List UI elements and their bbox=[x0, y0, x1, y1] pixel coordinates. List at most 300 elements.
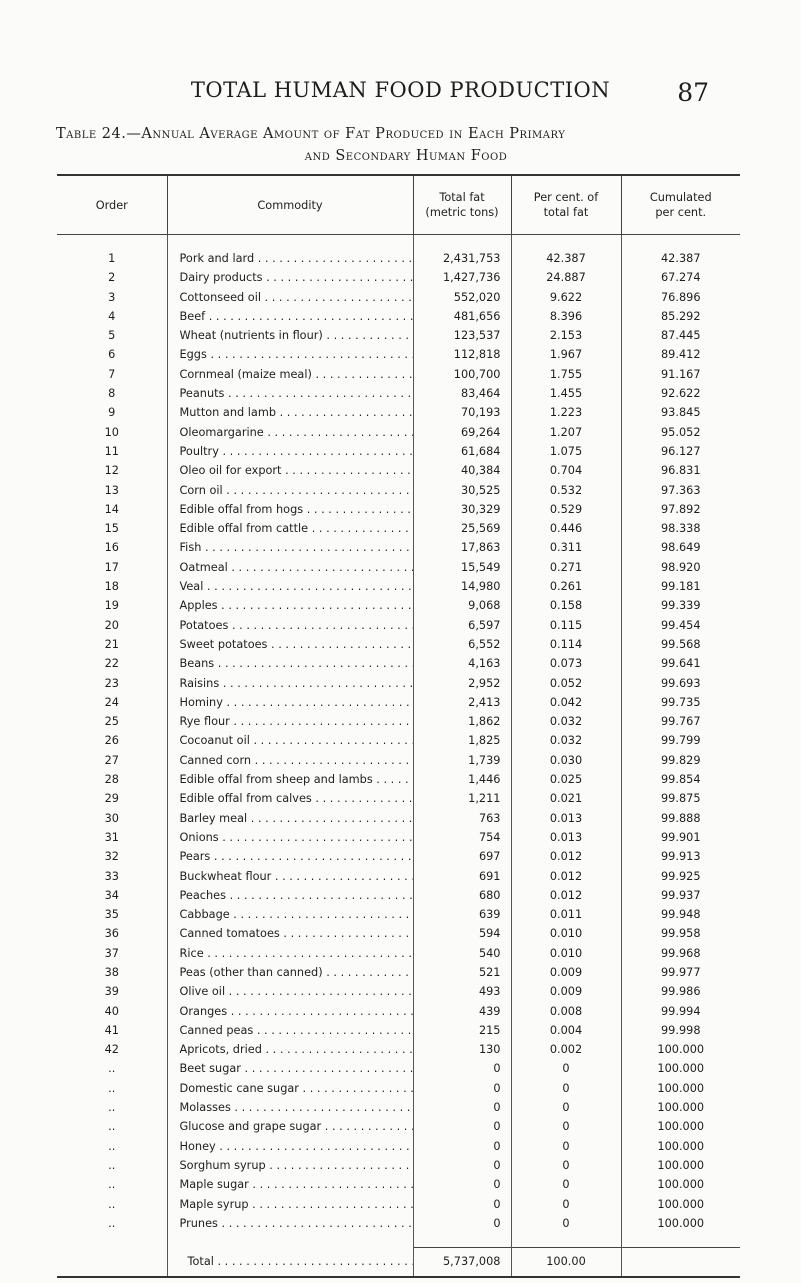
row-cumulated: 99.913 bbox=[621, 847, 740, 866]
table-row bbox=[57, 403, 740, 422]
row-cumulated: 97.363 bbox=[621, 481, 740, 500]
table-row bbox=[57, 423, 740, 442]
row-cumulated: 99.767 bbox=[621, 712, 740, 731]
header-order: Order bbox=[57, 175, 167, 235]
table-row bbox=[57, 384, 740, 403]
row-order: 17 bbox=[104, 560, 119, 574]
header-per-cent: Per cent. of total fat bbox=[511, 175, 621, 235]
row-per-cent: 1.075 bbox=[511, 442, 621, 461]
row-per-cent: 0.261 bbox=[511, 577, 621, 596]
row-cumulated: 42.387 bbox=[621, 249, 740, 268]
row-total-fat: 130 bbox=[413, 1040, 511, 1059]
row-cumulated: 87.445 bbox=[621, 326, 740, 345]
row-total-fat: 1,446 bbox=[413, 770, 511, 789]
row-cumulated: 100.000 bbox=[621, 1059, 740, 1078]
table-row bbox=[57, 1214, 740, 1233]
table-row bbox=[57, 345, 740, 364]
row-total-fat: 680 bbox=[413, 886, 511, 905]
caption-line-2: and Secondary Human Food bbox=[304, 148, 508, 164]
row-total-fat: 1,211 bbox=[413, 789, 511, 808]
row-per-cent: 0.008 bbox=[511, 1002, 621, 1021]
row-commodity: Olive oil . . . bbox=[167, 982, 413, 1001]
row-commodity: Raisins . . . bbox=[167, 674, 413, 693]
row-total-fat: 540 bbox=[413, 944, 511, 963]
row-total-fat: 0 bbox=[413, 1098, 511, 1117]
row-per-cent: 2.153 bbox=[511, 326, 621, 345]
row-cumulated: 98.338 bbox=[621, 519, 740, 538]
row-commodity: Veal . . . bbox=[167, 577, 413, 596]
row-order: 28 bbox=[104, 773, 119, 787]
row-order: 24 bbox=[104, 695, 119, 709]
row-per-cent: 0.032 bbox=[511, 731, 621, 750]
row-order: .. bbox=[108, 1062, 116, 1076]
row-per-cent: 1.223 bbox=[511, 403, 621, 422]
table-caption bbox=[56, 123, 756, 167]
row-cumulated: 93.845 bbox=[621, 403, 740, 422]
row-per-cent: 0.114 bbox=[511, 635, 621, 654]
row-per-cent: 0.532 bbox=[511, 481, 621, 500]
row-per-cent: 0.004 bbox=[511, 1021, 621, 1040]
row-total-fat: 25,569 bbox=[413, 519, 511, 538]
row-cumulated: 100.000 bbox=[621, 1079, 740, 1098]
row-order: 12 bbox=[104, 464, 119, 478]
row-commodity: Onions . . . bbox=[167, 828, 413, 847]
row-order: 10 bbox=[104, 425, 119, 439]
row-total-fat: 61,684 bbox=[413, 442, 511, 461]
spacer-row bbox=[57, 1233, 740, 1248]
row-per-cent: 0.002 bbox=[511, 1040, 621, 1059]
row-total-fat: 40,384 bbox=[413, 461, 511, 480]
table-row bbox=[57, 770, 740, 789]
table-row bbox=[57, 577, 740, 596]
row-order: 6 bbox=[108, 348, 116, 362]
row-cumulated: 99.998 bbox=[621, 1021, 740, 1040]
table-row bbox=[57, 905, 740, 924]
row-cumulated: 85.292 bbox=[621, 307, 740, 326]
row-per-cent: 0.529 bbox=[511, 500, 621, 519]
table-row bbox=[57, 326, 740, 345]
table-header-row bbox=[57, 175, 740, 235]
row-cumulated: 99.854 bbox=[621, 770, 740, 789]
row-cumulated: 99.641 bbox=[621, 654, 740, 673]
table-row bbox=[57, 481, 740, 500]
header-total-fat: Total fat (metric tons) bbox=[413, 175, 511, 235]
row-cumulated: 99.977 bbox=[621, 963, 740, 982]
row-order: 31 bbox=[104, 830, 119, 844]
row-order: 22 bbox=[104, 657, 119, 671]
row-order: 7 bbox=[108, 367, 116, 381]
row-total-fat: 0 bbox=[413, 1214, 511, 1233]
row-commodity: Potatoes . . . bbox=[167, 616, 413, 635]
table-row bbox=[57, 1195, 740, 1214]
row-order: 3 bbox=[108, 290, 116, 304]
row-commodity: Dairy products . . . bbox=[167, 268, 413, 287]
row-total-fat: 481,656 bbox=[413, 307, 511, 326]
row-order: 8 bbox=[108, 387, 116, 401]
row-per-cent: 0.025 bbox=[511, 770, 621, 789]
row-order: 19 bbox=[104, 599, 119, 613]
row-commodity: Cornmeal (maize meal) . . . bbox=[167, 365, 413, 384]
row-per-cent: 0 bbox=[511, 1156, 621, 1175]
row-per-cent: 0.042 bbox=[511, 693, 621, 712]
row-order: 34 bbox=[104, 888, 119, 902]
row-per-cent: 0 bbox=[511, 1137, 621, 1156]
row-order: 1 bbox=[108, 252, 116, 265]
table-row bbox=[57, 1040, 740, 1059]
row-cumulated: 99.888 bbox=[621, 809, 740, 828]
row-cumulated: 98.649 bbox=[621, 538, 740, 557]
row-cumulated: 99.986 bbox=[621, 982, 740, 1001]
table-row bbox=[57, 828, 740, 847]
row-order: 5 bbox=[108, 329, 116, 343]
row-per-cent: 0.052 bbox=[511, 674, 621, 693]
table-row bbox=[57, 596, 740, 615]
page-header bbox=[0, 78, 801, 108]
running-title: TOTAL HUMAN FOOD PRODUCTION bbox=[190, 78, 611, 102]
row-total-fat: 1,427,736 bbox=[413, 268, 511, 287]
row-cumulated: 99.693 bbox=[621, 674, 740, 693]
row-per-cent: 0 bbox=[511, 1098, 621, 1117]
row-per-cent: 0.021 bbox=[511, 789, 621, 808]
table-row bbox=[57, 500, 740, 519]
row-per-cent: 0.158 bbox=[511, 596, 621, 615]
row-commodity: Oranges . . . bbox=[167, 1002, 413, 1021]
row-order: .. bbox=[108, 1081, 116, 1095]
row-cumulated: 99.799 bbox=[621, 731, 740, 750]
table-row bbox=[57, 944, 740, 963]
row-order: 4 bbox=[108, 309, 116, 323]
row-per-cent: 42.387 bbox=[511, 249, 621, 268]
table-row bbox=[57, 963, 740, 982]
row-commodity: Mutton and lamb . . . bbox=[167, 403, 413, 422]
row-cumulated: 99.994 bbox=[621, 1002, 740, 1021]
row-commodity: Apples . . . bbox=[167, 596, 413, 615]
total-fat: 5,737,008 bbox=[413, 1248, 511, 1278]
table-row bbox=[57, 249, 740, 268]
row-order: 36 bbox=[104, 927, 119, 941]
row-commodity: Peas (other than canned) . . . bbox=[167, 963, 413, 982]
table-row bbox=[57, 712, 740, 731]
table-row bbox=[57, 1098, 740, 1117]
row-commodity: Peanuts . . . bbox=[167, 384, 413, 403]
row-commodity: Poultry . . . bbox=[167, 442, 413, 461]
row-commodity: Beans . . . bbox=[167, 654, 413, 673]
table-row bbox=[57, 886, 740, 905]
row-commodity: Oatmeal . . . bbox=[167, 558, 413, 577]
spacer-row bbox=[57, 235, 740, 250]
row-per-cent: 0.011 bbox=[511, 905, 621, 924]
row-total-fat: 521 bbox=[413, 963, 511, 982]
row-cumulated: 97.892 bbox=[621, 500, 740, 519]
table-row bbox=[57, 616, 740, 635]
row-commodity: Maple syrup . . . bbox=[167, 1195, 413, 1214]
row-total-fat: 17,863 bbox=[413, 538, 511, 557]
row-cumulated: 99.339 bbox=[621, 596, 740, 615]
table-row bbox=[57, 789, 740, 808]
row-total-fat: 215 bbox=[413, 1021, 511, 1040]
row-total-fat: 0 bbox=[413, 1137, 511, 1156]
row-per-cent: 0.446 bbox=[511, 519, 621, 538]
row-order: .. bbox=[108, 1139, 116, 1153]
row-total-fat: 763 bbox=[413, 809, 511, 828]
row-total-fat: 552,020 bbox=[413, 288, 511, 307]
row-cumulated: 99.958 bbox=[621, 924, 740, 943]
row-total-fat: 0 bbox=[413, 1079, 511, 1098]
row-per-cent: 9.622 bbox=[511, 288, 621, 307]
row-commodity: Canned peas . . . bbox=[167, 1021, 413, 1040]
row-order: 2 bbox=[108, 271, 116, 285]
row-commodity: Edible offal from sheep and lambs . . . bbox=[167, 770, 413, 789]
row-commodity: Fish . . . bbox=[167, 538, 413, 557]
row-total-fat: 69,264 bbox=[413, 423, 511, 442]
row-order: 41 bbox=[104, 1023, 119, 1037]
row-per-cent: 0 bbox=[511, 1059, 621, 1078]
total-row bbox=[57, 1248, 740, 1278]
row-order: 20 bbox=[104, 618, 119, 632]
row-per-cent: 0 bbox=[511, 1117, 621, 1136]
row-cumulated: 100.000 bbox=[621, 1137, 740, 1156]
row-order: .. bbox=[108, 1216, 116, 1230]
row-order: 16 bbox=[104, 541, 119, 555]
row-per-cent: 0.009 bbox=[511, 982, 621, 1001]
table-row bbox=[57, 1137, 740, 1156]
row-commodity: Molasses . . . bbox=[167, 1098, 413, 1117]
row-total-fat: 30,525 bbox=[413, 481, 511, 500]
row-per-cent: 0.010 bbox=[511, 944, 621, 963]
row-order: 29 bbox=[104, 792, 119, 806]
row-commodity: Pork and lard . . . bbox=[167, 249, 413, 268]
row-total-fat: 0 bbox=[413, 1175, 511, 1194]
row-order: 32 bbox=[104, 850, 119, 864]
row-order: 40 bbox=[104, 1004, 119, 1018]
row-total-fat: 639 bbox=[413, 905, 511, 924]
page-number: 87 bbox=[677, 78, 709, 107]
row-order: .. bbox=[108, 1158, 116, 1172]
row-cumulated: 99.568 bbox=[621, 635, 740, 654]
row-order: 33 bbox=[104, 869, 119, 883]
row-commodity: Barley meal . . . bbox=[167, 809, 413, 828]
row-cumulated: 99.948 bbox=[621, 905, 740, 924]
row-per-cent: 0.073 bbox=[511, 654, 621, 673]
row-cumulated: 92.622 bbox=[621, 384, 740, 403]
row-commodity: Beef . . . bbox=[167, 307, 413, 326]
row-commodity: Edible offal from calves . . . bbox=[167, 789, 413, 808]
table-row bbox=[57, 924, 740, 943]
row-per-cent: 0.271 bbox=[511, 558, 621, 577]
row-commodity: Sorghum syrup . . . bbox=[167, 1156, 413, 1175]
row-order: 13 bbox=[104, 483, 119, 497]
row-commodity: Canned tomatoes . . . bbox=[167, 924, 413, 943]
row-cumulated: 99.968 bbox=[621, 944, 740, 963]
row-order: 26 bbox=[104, 734, 119, 748]
row-order: .. bbox=[108, 1120, 116, 1134]
table-row bbox=[57, 809, 740, 828]
row-per-cent: 0.013 bbox=[511, 809, 621, 828]
table-row bbox=[57, 558, 740, 577]
row-commodity: Cocoanut oil . . . bbox=[167, 731, 413, 750]
table-row bbox=[57, 731, 740, 750]
row-cumulated: 100.000 bbox=[621, 1098, 740, 1117]
row-cumulated: 76.896 bbox=[621, 288, 740, 307]
row-order: 15 bbox=[104, 522, 119, 536]
row-commodity: Beet sugar . . . bbox=[167, 1059, 413, 1078]
row-cumulated: 99.901 bbox=[621, 828, 740, 847]
row-order: .. bbox=[108, 1197, 116, 1211]
table-row bbox=[57, 693, 740, 712]
row-cumulated: 99.937 bbox=[621, 886, 740, 905]
row-order: 30 bbox=[104, 811, 119, 825]
row-order: 21 bbox=[104, 637, 119, 651]
row-total-fat: 0 bbox=[413, 1059, 511, 1078]
row-order: 9 bbox=[108, 406, 116, 420]
table-row bbox=[57, 1156, 740, 1175]
row-per-cent: 0.012 bbox=[511, 886, 621, 905]
row-per-cent: 0 bbox=[511, 1079, 621, 1098]
row-commodity: Edible offal from hogs . . . bbox=[167, 500, 413, 519]
row-cumulated: 99.925 bbox=[621, 867, 740, 886]
row-order: 38 bbox=[104, 965, 119, 979]
row-per-cent: 0.010 bbox=[511, 924, 621, 943]
row-total-fat: 83,464 bbox=[413, 384, 511, 403]
row-order: 23 bbox=[104, 676, 119, 690]
row-order: 14 bbox=[104, 502, 119, 516]
table-row bbox=[57, 751, 740, 770]
row-total-fat: 2,952 bbox=[413, 674, 511, 693]
row-total-fat: 6,552 bbox=[413, 635, 511, 654]
row-per-cent: 0.012 bbox=[511, 847, 621, 866]
row-order: 39 bbox=[104, 985, 119, 999]
row-per-cent: 8.396 bbox=[511, 307, 621, 326]
row-total-fat: 15,549 bbox=[413, 558, 511, 577]
row-total-fat: 100,700 bbox=[413, 365, 511, 384]
row-per-cent: 0.704 bbox=[511, 461, 621, 480]
row-commodity: Peaches . . . bbox=[167, 886, 413, 905]
table-row bbox=[57, 268, 740, 287]
row-total-fat: 9,068 bbox=[413, 596, 511, 615]
row-total-fat: 0 bbox=[413, 1156, 511, 1175]
table-row bbox=[57, 867, 740, 886]
row-per-cent: 0.030 bbox=[511, 751, 621, 770]
table-row bbox=[57, 654, 740, 673]
row-total-fat: 754 bbox=[413, 828, 511, 847]
table-row bbox=[57, 847, 740, 866]
table-row bbox=[57, 538, 740, 557]
row-per-cent: 0 bbox=[511, 1195, 621, 1214]
fat-production-table bbox=[57, 174, 740, 1278]
row-total-fat: 697 bbox=[413, 847, 511, 866]
row-cumulated: 96.127 bbox=[621, 442, 740, 461]
row-commodity: Oleomargarine . . . bbox=[167, 423, 413, 442]
row-commodity: Domestic cane sugar . . . bbox=[167, 1079, 413, 1098]
row-total-fat: 14,980 bbox=[413, 577, 511, 596]
table-row bbox=[57, 635, 740, 654]
row-cumulated: 100.000 bbox=[621, 1175, 740, 1194]
row-total-fat: 691 bbox=[413, 867, 511, 886]
table-row bbox=[57, 307, 740, 326]
row-order: .. bbox=[108, 1101, 116, 1115]
row-commodity: Maple sugar . . . bbox=[167, 1175, 413, 1194]
row-commodity: Cottonseed oil . . . bbox=[167, 288, 413, 307]
row-cumulated: 99.454 bbox=[621, 616, 740, 635]
row-per-cent: 1.455 bbox=[511, 384, 621, 403]
row-order: .. bbox=[108, 1178, 116, 1192]
row-cumulated: 99.735 bbox=[621, 693, 740, 712]
total-label: Total . . . bbox=[167, 1248, 413, 1278]
row-total-fat: 0 bbox=[413, 1117, 511, 1136]
table-row bbox=[57, 1117, 740, 1136]
row-commodity: Rice . . . bbox=[167, 944, 413, 963]
row-commodity: Pears . . . bbox=[167, 847, 413, 866]
row-total-fat: 594 bbox=[413, 924, 511, 943]
row-cumulated: 91.167 bbox=[621, 365, 740, 384]
total-pct: 100.00 bbox=[511, 1248, 621, 1278]
row-per-cent: 0.032 bbox=[511, 712, 621, 731]
row-commodity: Edible offal from cattle . . . bbox=[167, 519, 413, 538]
row-total-fat: 2,431,753 bbox=[413, 249, 511, 268]
table-row bbox=[57, 1079, 740, 1098]
row-cumulated: 100.000 bbox=[621, 1214, 740, 1233]
row-commodity: Apricots, dried . . . bbox=[167, 1040, 413, 1059]
table-row bbox=[57, 365, 740, 384]
row-order: 42 bbox=[104, 1043, 119, 1057]
row-total-fat: 1,739 bbox=[413, 751, 511, 770]
table-row bbox=[57, 442, 740, 461]
table-row bbox=[57, 1021, 740, 1040]
table-body bbox=[57, 235, 740, 1248]
row-commodity: Rye flour . . . bbox=[167, 712, 413, 731]
table-row bbox=[57, 461, 740, 480]
row-per-cent: 0.115 bbox=[511, 616, 621, 635]
row-total-fat: 70,193 bbox=[413, 403, 511, 422]
row-total-fat: 112,818 bbox=[413, 345, 511, 364]
table-row bbox=[57, 674, 740, 693]
row-commodity: Eggs . . . bbox=[167, 345, 413, 364]
row-cumulated: 99.875 bbox=[621, 789, 740, 808]
row-order: 27 bbox=[104, 753, 119, 767]
row-per-cent: 0.013 bbox=[511, 828, 621, 847]
header-commodity: Commodity bbox=[167, 175, 413, 235]
row-commodity: Sweet potatoes . . . bbox=[167, 635, 413, 654]
row-cumulated: 96.831 bbox=[621, 461, 740, 480]
table-row bbox=[57, 1059, 740, 1078]
row-total-fat: 0 bbox=[413, 1195, 511, 1214]
row-commodity: Canned corn . . . bbox=[167, 751, 413, 770]
row-commodity: Oleo oil for export . . . bbox=[167, 461, 413, 480]
row-per-cent: 24.887 bbox=[511, 268, 621, 287]
row-commodity: Prunes . . . bbox=[167, 1214, 413, 1233]
row-order: 37 bbox=[104, 946, 119, 960]
row-cumulated: 98.920 bbox=[621, 558, 740, 577]
row-commodity: Hominy . . . bbox=[167, 693, 413, 712]
table-row bbox=[57, 1002, 740, 1021]
row-commodity: Cabbage . . . bbox=[167, 905, 413, 924]
row-per-cent: 1.207 bbox=[511, 423, 621, 442]
row-commodity: Wheat (nutrients in flour) . . . bbox=[167, 326, 413, 345]
row-total-fat: 439 bbox=[413, 1002, 511, 1021]
row-total-fat: 2,413 bbox=[413, 693, 511, 712]
row-total-fat: 6,597 bbox=[413, 616, 511, 635]
row-cumulated: 100.000 bbox=[621, 1117, 740, 1136]
row-total-fat: 4,163 bbox=[413, 654, 511, 673]
header-cumulated: Cumulated per cent. bbox=[621, 175, 740, 235]
row-total-fat: 30,329 bbox=[413, 500, 511, 519]
row-cumulated: 95.052 bbox=[621, 423, 740, 442]
caption-line-1: Table 24.—Annual Average Amount of Fat Produced in Each Primary bbox=[56, 126, 566, 142]
table-row bbox=[57, 1175, 740, 1194]
row-commodity: Buckwheat flour . . . bbox=[167, 867, 413, 886]
row-commodity: Corn oil . . . bbox=[167, 481, 413, 500]
row-per-cent: 0.009 bbox=[511, 963, 621, 982]
